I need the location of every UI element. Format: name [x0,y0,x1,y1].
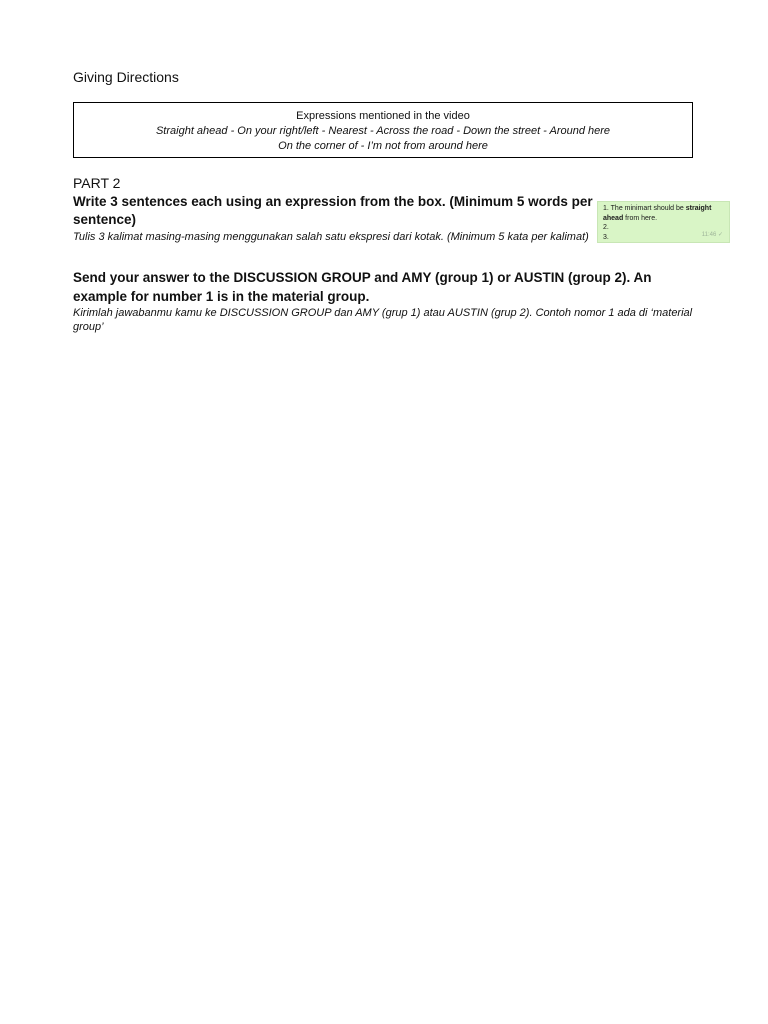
chat-line-2 [603,214,724,224]
expressions-box-heading: Expressions mentioned in the video [296,110,470,122]
chat-timestamp: 11:46 ✓ [701,231,723,238]
chat-example-image [597,201,730,243]
chat-line-2-bold: ahead [603,214,624,222]
task2-translation: Kirimlah jawabanmu kamu ke DISCUSSION GROUP dan AMY (grup 1) atau AUSTIN (grup 2). Contoh nomor 1 ada di ‘material group’ [73,307,693,333]
chat-line-4: 3. [603,233,609,241]
expressions-box [73,102,693,158]
chat-line-1 [603,204,724,214]
task1-instruction: Write 3 sentences each using an expression from the box. (Minimum 5 words per sentence) [73,194,593,227]
chat-line-1-prefix: 1. The minimart should be [603,205,686,212]
expressions-line-2: On the corner of - I’m not from around here [278,140,488,152]
document-title: Giving Directions [73,69,179,85]
task2-instruction: Send your answer to the DISCUSSION GROUP and AMY (group 1) or AUSTIN (group 2). An example for number 1 is in the material group. [73,270,652,304]
chat-line-2-suffix: from here. [623,214,658,222]
part-heading: PART 2 [73,175,121,191]
chat-line-1-bold: straight [685,205,712,212]
expressions-line-1: Straight ahead - On your right/left - Nearest - Across the road - Down the street - Around here [155,125,611,137]
chat-line-3: 2. [603,224,609,231]
task1-translation: Tulis 3 kalimat masing-masing menggunakan salah satu ekspresi dari kotak. (Minimum 5 kata per kalimat) [73,231,589,243]
